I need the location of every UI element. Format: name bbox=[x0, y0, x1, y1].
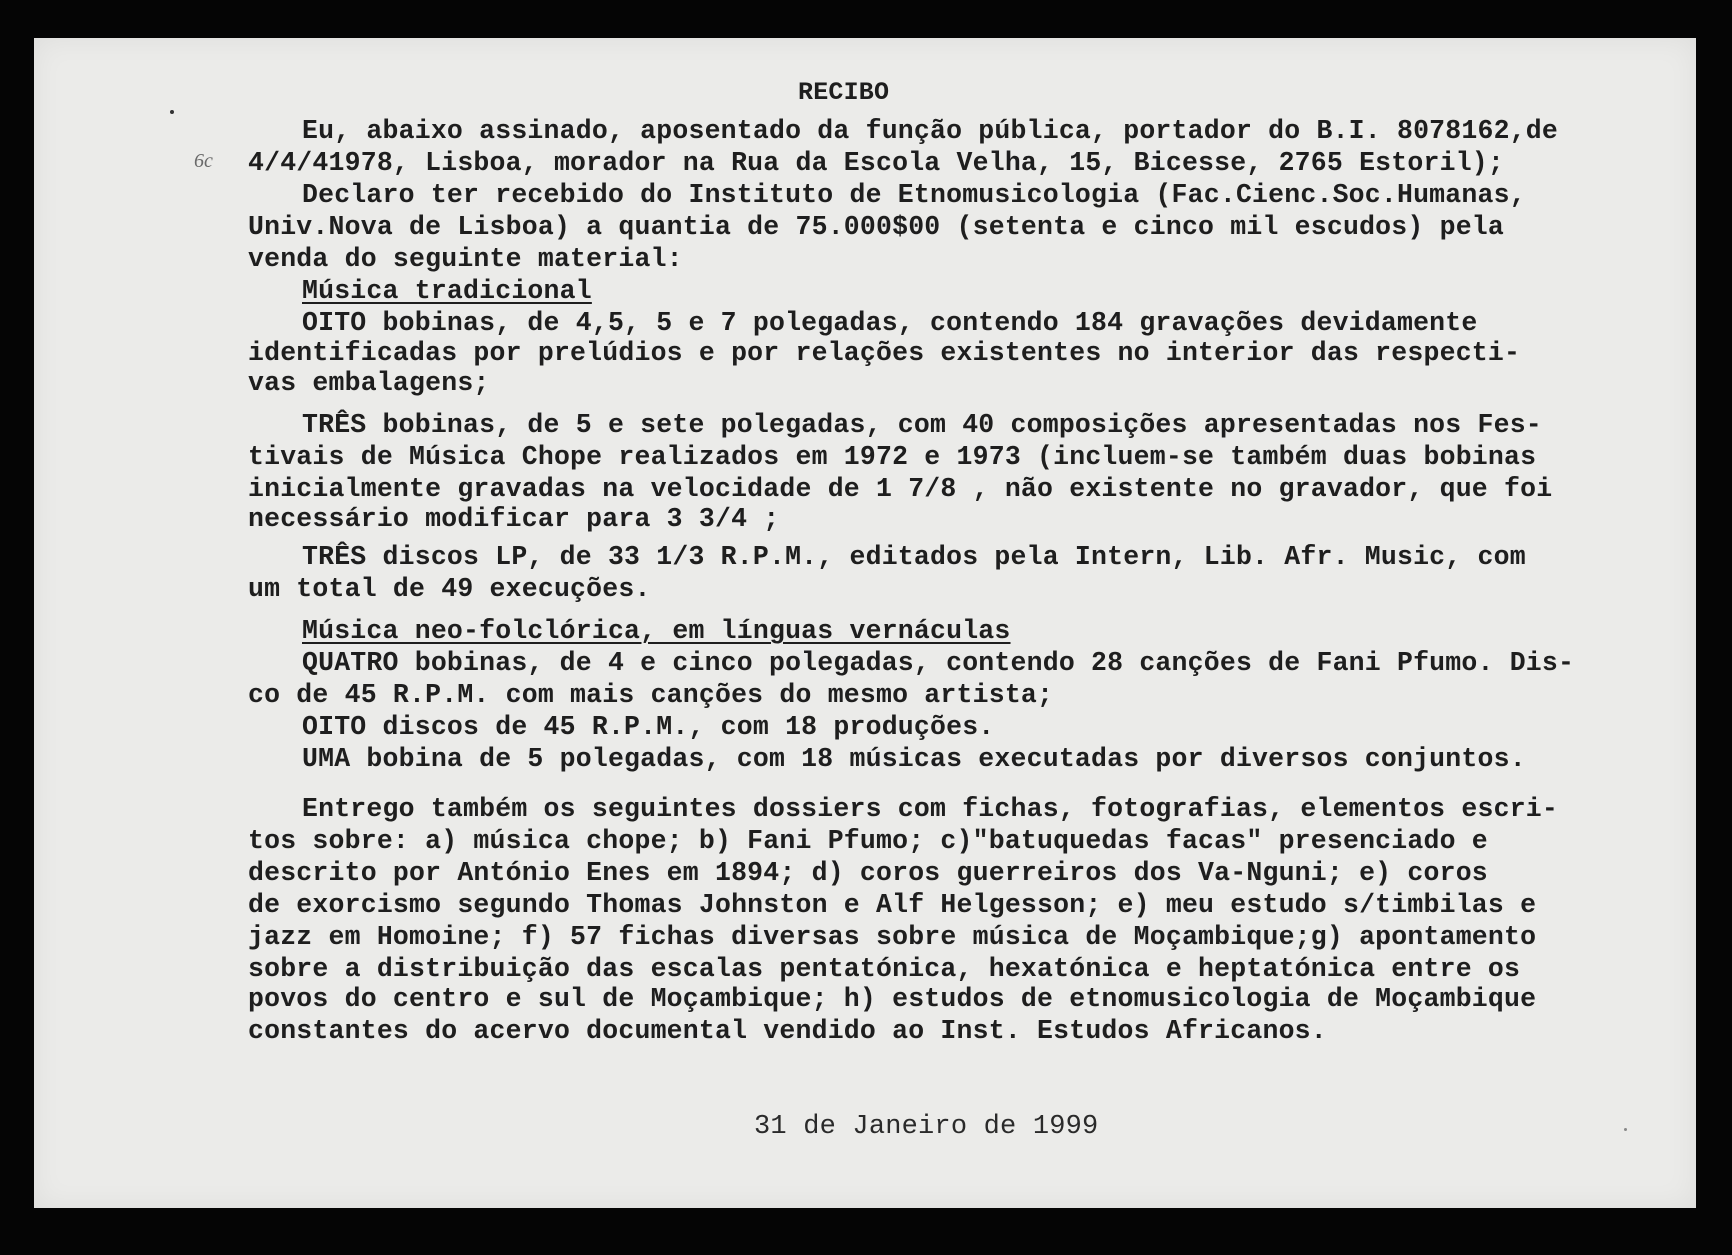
ink-speck bbox=[1624, 1128, 1627, 1131]
text-line: 4/4/41978, Lisboa, morador na Rua da Escola Velha, 15, Bicesse, 2765 Estoril); bbox=[248, 148, 1505, 178]
section-heading: Música neo-folclórica, em línguas vernáculas bbox=[302, 616, 1011, 646]
receipt-paper bbox=[34, 38, 1696, 1208]
ink-speck bbox=[170, 110, 174, 114]
text-line: Eu, abaixo assinado, aposentado da função pública, portador do B.I. 8078162,de bbox=[302, 116, 1559, 146]
text-line: tos sobre: a) música chope; b) Fani Pfumo; c)"batuquedas facas" presenciado e bbox=[248, 826, 1488, 856]
text-line: Declaro ter recebido do Instituto de Etnomusicologia (Fac.Cienc.Soc.Humanas, bbox=[302, 180, 1526, 210]
text-line: descrito por António Enes em 1894; d) coros guerreiros dos Va-Nguni; e) coros bbox=[248, 858, 1488, 888]
text-line: tivais de Música Chope realizados em 1972 e 1973 (incluem-se também duas bobinas bbox=[248, 442, 1537, 472]
margin-note: 6c bbox=[194, 150, 213, 172]
text-line: sobre a distribuição das escalas pentatónica, hexatónica e heptatónica entre os bbox=[248, 954, 1521, 984]
text-line: constantes do acervo documental vendido ao Inst. Estudos Africanos. bbox=[248, 1016, 1327, 1046]
text-line: jazz em Homoine; f) 57 fichas diversas sobre música de Moçambique;g) apontamento bbox=[248, 922, 1537, 952]
text-line: inicialmente gravadas na velocidade de 1 7/8 , não existente no gravador, que foi bbox=[248, 474, 1553, 504]
text-line: TRÊS discos LP, de 33 1/3 R.P.M., editados pela Intern, Lib. Afr. Music, com bbox=[302, 542, 1526, 572]
text-line: co de 45 R.P.M. com mais canções do mesmo artista; bbox=[248, 680, 1054, 710]
text-line: povos do centro e sul de Moçambique; h) estudos de etnomusicologia de Moçambique bbox=[248, 984, 1537, 1014]
text-line: TRÊS bobinas, de 5 e sete polegadas, com 40 composições apresentadas nos Fes- bbox=[302, 410, 1542, 440]
document-date: 31 de Janeiro de 1999 bbox=[754, 1112, 1099, 1142]
text-line: de exorcismo segundo Thomas Johnston e Alf Helgesson; e) meu estudo s/timbilas e bbox=[248, 890, 1537, 920]
section-heading: Música tradicional bbox=[302, 276, 592, 306]
document-title: RECIBO bbox=[798, 78, 890, 107]
text-line: identificadas por prelúdios e por relações existentes no interior das respecti- bbox=[248, 338, 1521, 368]
text-line: UMA bobina de 5 polegadas, com 18 músicas executadas por diversos conjuntos. bbox=[302, 744, 1526, 774]
text-line: vas embalagens; bbox=[248, 368, 490, 398]
text-line: um total de 49 execuções. bbox=[248, 574, 651, 604]
text-line: OITO bobinas, de 4,5, 5 e 7 polegadas, contendo 184 gravações devidamente bbox=[302, 308, 1478, 338]
text-line: Univ.Nova de Lisboa) a quantia de 75.000$00 (setenta e cinco mil escudos) pela bbox=[248, 212, 1505, 242]
text-line: Entrego também os seguintes dossiers com fichas, fotografias, elementos escri- bbox=[302, 794, 1559, 824]
text-line: OITO discos de 45 R.P.M., com 18 produções. bbox=[302, 712, 995, 742]
text-line: QUATRO bobinas, de 4 e cinco polegadas, contendo 28 canções de Fani Pfumo. Dis- bbox=[302, 648, 1575, 678]
text-line: necessário modificar para 3 3/4 ; bbox=[248, 504, 780, 534]
text-line: venda do seguinte material: bbox=[248, 244, 683, 274]
